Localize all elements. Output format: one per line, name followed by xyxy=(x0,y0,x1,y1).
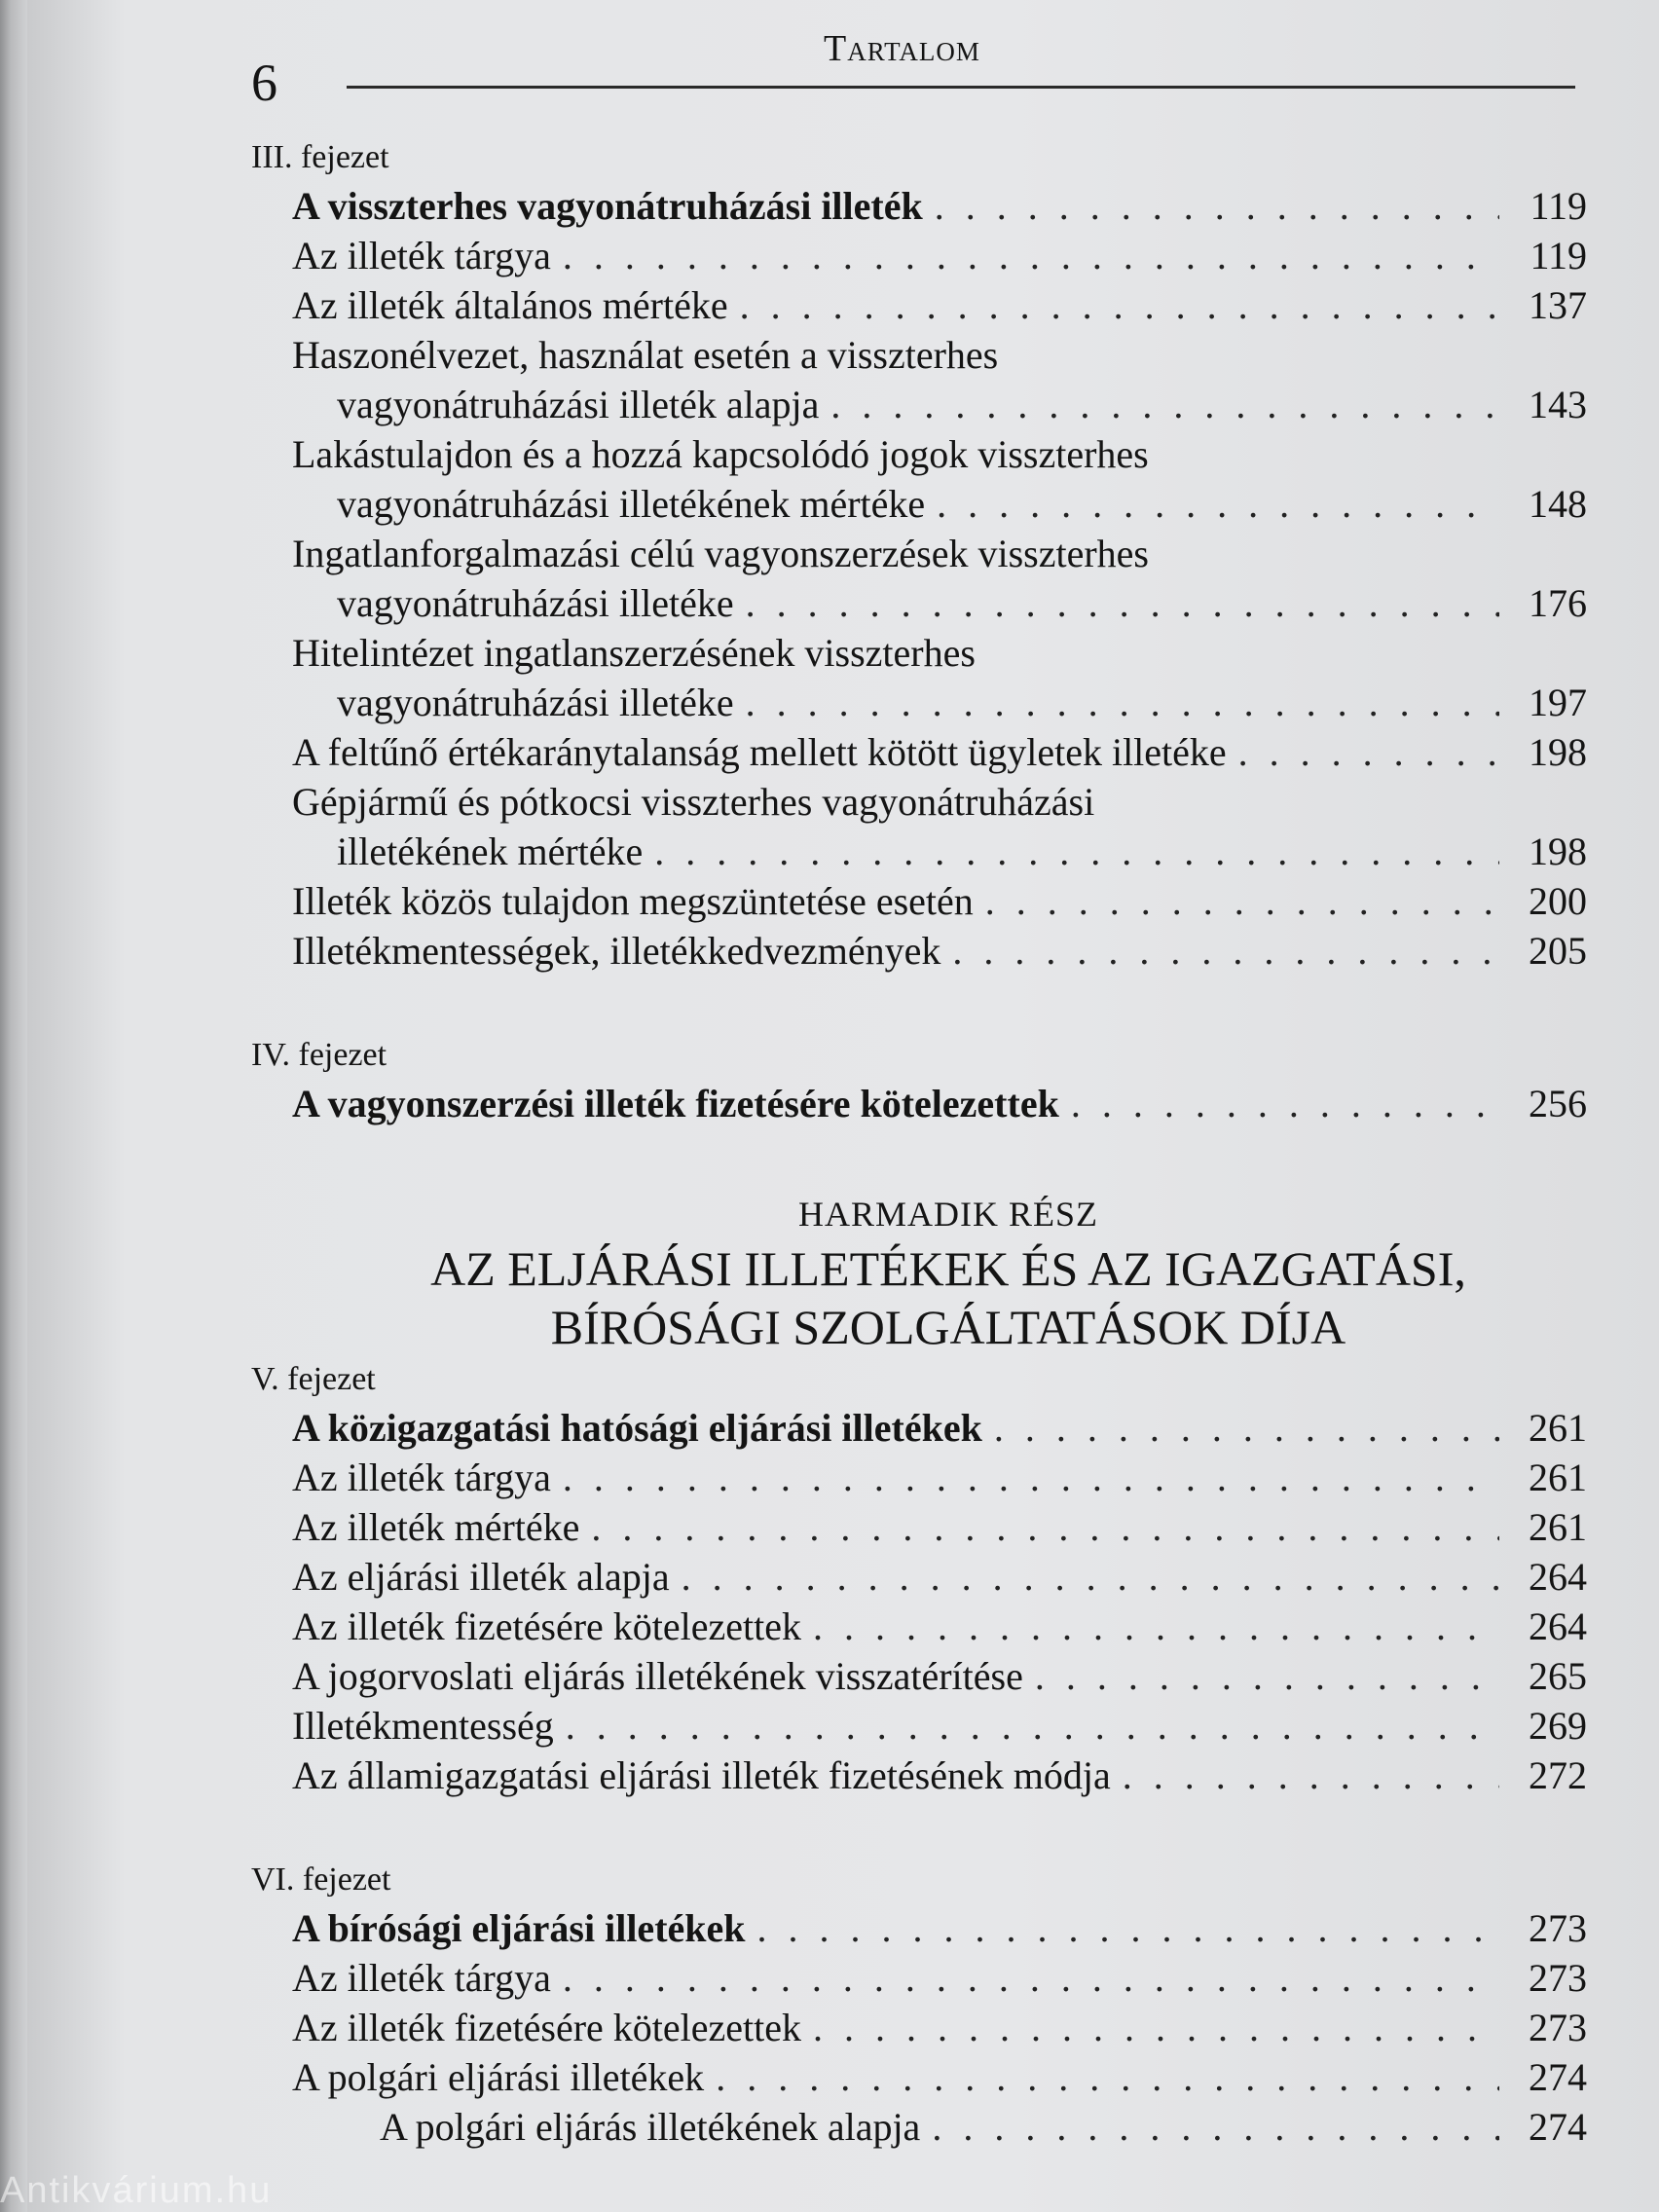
toc-entry xyxy=(251,1953,1587,2003)
toc-entry-continuation xyxy=(251,578,1587,628)
toc-entry xyxy=(251,876,1587,926)
toc-entry-text: A vagyonszerzési illeték fizetésére kötelezettek xyxy=(292,1082,1059,1125)
toc-entry-text: Az illeték fizetésére kötelezettek xyxy=(292,1604,802,1648)
toc-entry-text: Az illeték tárgya xyxy=(292,1956,551,2000)
toc-page-number: 274 xyxy=(1529,2105,1587,2149)
toc-entry-text: A bírósági eljárási illetékek xyxy=(292,1906,746,1950)
toc-page-number: 137 xyxy=(1529,283,1587,327)
toc-page-number: 119 xyxy=(1530,184,1587,228)
dot-leader xyxy=(746,678,1499,727)
toc-entry-text: vagyonátruházási illeték alapja xyxy=(337,383,820,426)
toc-entry-line: Ingatlanforgalmazási célú vagyonszerzések visszterhes xyxy=(292,532,1149,575)
toc-page-number: 205 xyxy=(1529,929,1587,973)
chapter xyxy=(251,1356,1587,1800)
chapter-group-part3 xyxy=(251,1356,1587,2208)
toc-entry-line: Hitelintézet ingatlanszerzésének visszterhes xyxy=(292,631,976,675)
dot-leader xyxy=(1035,1651,1499,1701)
chapter-group-part2 xyxy=(251,134,1587,1185)
toc-page-number: 273 xyxy=(1529,2006,1587,2049)
dot-leader xyxy=(994,1403,1499,1453)
dot-leader xyxy=(563,1953,1499,2003)
toc-entry xyxy=(251,2052,1587,2102)
table-of-contents xyxy=(251,134,1587,2208)
toc-entry-text: A közigazgatási hatósági eljárási illetékek xyxy=(292,1406,982,1450)
toc-entry xyxy=(251,1502,1587,1552)
toc-entry-text: Illeték közös tulajdon megszüntetése esetén xyxy=(292,879,974,923)
toc-page-number: 176 xyxy=(1529,581,1587,625)
toc-entry-text: Az illeték tárgya xyxy=(292,234,551,277)
toc-entry xyxy=(251,1751,1587,1800)
toc-page-number: 200 xyxy=(1529,879,1587,923)
toc-entry-line: Haszonélvezet, használat esetén a visszterhes xyxy=(292,333,999,377)
toc-page-number: 273 xyxy=(1529,1906,1587,1950)
part-title-line-2: BÍRÓSÁGI SZOLGÁLTATÁSOK DÍJA xyxy=(550,1300,1346,1354)
watermark: Antikvárium.hu xyxy=(0,2170,273,2211)
dot-leader xyxy=(830,380,1499,429)
chapter xyxy=(251,1857,1587,2152)
toc-entry-text: Az illeték általános mértéke xyxy=(292,283,728,327)
toc-page-number: 265 xyxy=(1529,1654,1587,1698)
toc-entry-text: vagyonátruházási illetéke xyxy=(337,681,734,724)
toc-entry-text: Illetékmentességek, illetékkedvezmények xyxy=(292,929,941,973)
toc-page-number: 143 xyxy=(1529,383,1587,426)
toc-entry xyxy=(251,1552,1587,1602)
toc-page-number: 264 xyxy=(1529,1604,1587,1648)
chapter-spacer xyxy=(251,1800,1587,1857)
toc-entry-continuation xyxy=(251,479,1587,529)
toc-entry-text: Az illeték mértéke xyxy=(292,1505,580,1549)
toc-entry-line: Gépjármű és pótkocsi visszterhes vagyonátruházási xyxy=(292,780,1095,824)
part-heading xyxy=(251,1189,1587,1356)
toc-entry-continuation xyxy=(251,380,1587,429)
toc-page-number: 119 xyxy=(1530,234,1587,277)
toc-entry-text: A feltűnő értékaránytalanság mellett kötött ügyletek illetéke xyxy=(292,730,1227,774)
dot-leader xyxy=(757,1903,1499,1953)
chapter xyxy=(251,1032,1587,1128)
chapter-label: III. fejezet xyxy=(251,139,389,175)
toc-entry xyxy=(251,280,1587,330)
toc-entry xyxy=(251,1602,1587,1651)
dot-leader xyxy=(932,2102,1499,2152)
book-spine-shadow xyxy=(0,0,27,2212)
dot-leader xyxy=(952,926,1499,976)
toc-entry xyxy=(251,1701,1587,1751)
dot-leader xyxy=(740,280,1499,330)
toc-page-number: 261 xyxy=(1529,1505,1587,1549)
chapter-title xyxy=(251,1079,1587,1128)
chapter-spacer xyxy=(251,1128,1587,1185)
toc-entry-text: Illetékmentesség xyxy=(292,1704,554,1748)
chapter-title xyxy=(251,181,1587,231)
toc-page-number: 264 xyxy=(1529,1555,1587,1599)
toc-page-number: 148 xyxy=(1529,482,1587,526)
page-header xyxy=(251,27,1575,112)
dot-leader xyxy=(937,479,1499,529)
toc-page-number: 261 xyxy=(1529,1456,1587,1499)
dot-leader xyxy=(1071,1079,1499,1128)
toc-page-number: 272 xyxy=(1529,1753,1587,1797)
toc-page-number: 274 xyxy=(1529,2055,1587,2099)
toc-page-number: 256 xyxy=(1529,1082,1587,1125)
toc-page-number: 197 xyxy=(1529,681,1587,724)
toc-page-number: 269 xyxy=(1529,1704,1587,1748)
toc-entry xyxy=(251,231,1587,280)
header-rule xyxy=(347,86,1575,89)
chapter-label: VI. fejezet xyxy=(251,1862,391,1898)
toc-page-number: 198 xyxy=(1529,830,1587,873)
toc-entry-text: A polgári eljárás illetékének alapja xyxy=(380,2105,921,2149)
toc-page-number: 198 xyxy=(1529,730,1587,774)
toc-page-number: 273 xyxy=(1529,1956,1587,2000)
dot-leader xyxy=(591,1502,1499,1552)
toc-entry xyxy=(251,2102,1587,2152)
toc-entry-text: vagyonátruházási illetéke xyxy=(337,581,734,625)
toc-entry-continuation xyxy=(251,678,1587,727)
chapter-label: IV. fejezet xyxy=(251,1037,387,1073)
part-label: HARMADIK RÉSZ xyxy=(797,1195,1098,1234)
toc-entry xyxy=(251,1453,1587,1502)
dot-leader xyxy=(682,1552,1499,1602)
toc-page-number: 261 xyxy=(1529,1406,1587,1450)
dot-leader xyxy=(566,1701,1499,1751)
toc-entry-text: illetékének mértéke xyxy=(337,830,644,873)
dot-leader xyxy=(746,578,1499,628)
toc-entry-text: Az eljárási illeték alapja xyxy=(292,1555,670,1599)
dot-leader xyxy=(716,2052,1499,2102)
toc-entry xyxy=(251,1651,1587,1701)
page-number: 6 xyxy=(251,54,277,112)
chapter xyxy=(251,134,1587,976)
toc-entry-text: A visszterhes vagyonátruházási illeték xyxy=(292,184,923,228)
toc-entry-text: Az illeték fizetésére kötelezettek xyxy=(292,2006,802,2049)
dot-leader xyxy=(1123,1751,1499,1800)
chapter-label: V. fejezet xyxy=(251,1361,376,1397)
dot-leader xyxy=(563,231,1499,280)
toc-entry-text: A polgári eljárási illetékek xyxy=(292,2055,705,2099)
dot-leader xyxy=(654,827,1499,876)
toc-entry-text: vagyonátruházási illetékének mértéke xyxy=(337,482,926,526)
dot-leader xyxy=(813,2003,1499,2052)
part-title-line-1: AZ ELJÁRÁSI ILLETÉKEK ÉS AZ IGAZGATÁSI, xyxy=(430,1241,1466,1296)
dot-leader xyxy=(813,1602,1499,1651)
chapter-title xyxy=(251,1403,1587,1453)
chapter-title xyxy=(251,1903,1587,1953)
chapter-spacer xyxy=(251,2152,1587,2208)
toc-entry xyxy=(251,2003,1587,2052)
toc-entry-continuation xyxy=(251,827,1587,876)
chapter-spacer xyxy=(251,976,1587,1032)
toc-entry-line: Lakástulajdon és a hozzá kapcsolódó jogok visszterhes xyxy=(292,432,1149,476)
dot-leader xyxy=(1238,727,1499,777)
running-title: Tartalom xyxy=(824,28,980,69)
toc-entry xyxy=(251,727,1587,777)
toc-entry-text: A jogorvoslati eljárás illetékének visszatérítése xyxy=(292,1654,1023,1698)
toc-entry-text: Az államigazgatási eljárási illeték fizetésének módja xyxy=(292,1753,1111,1797)
dot-leader xyxy=(935,181,1499,231)
dot-leader xyxy=(563,1453,1499,1502)
dot-leader xyxy=(985,876,1499,926)
toc-entry xyxy=(251,926,1587,976)
toc-entry-text: Az illeték tárgya xyxy=(292,1456,551,1499)
